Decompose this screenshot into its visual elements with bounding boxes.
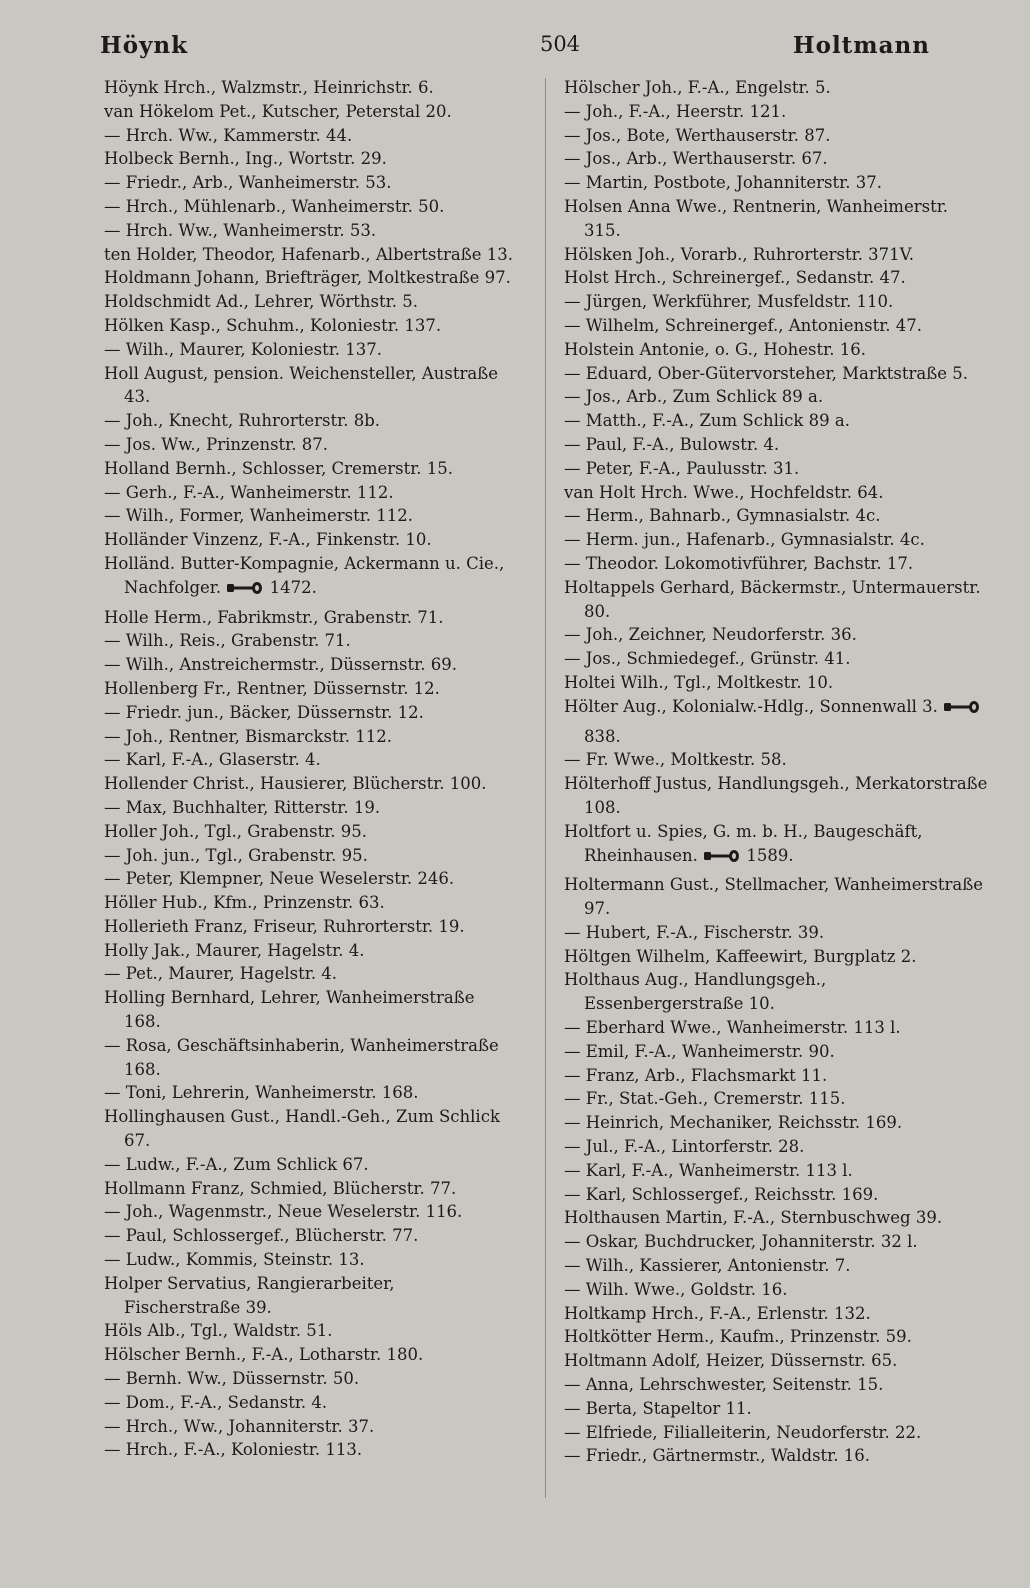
- directory-entry: Hölterhoff Justus, Handlungsgeh., Merkatorstraße 108.: [564, 774, 988, 817]
- directory-entry: — Wilhelm, Schreinergef., Antonienstr. 47.: [564, 315, 923, 335]
- directory-entry: Hölsken Joh., Vorarb., Ruhrorterstr. 371V.: [564, 244, 914, 264]
- directory-entry: — Fr. Wwe., Moltkestr. 58.: [564, 750, 787, 770]
- directory-entry: — Wilh., Reis., Grabenstr. 71.: [104, 631, 351, 651]
- directory-entry: — Heinrich, Mechaniker, Reichsstr. 169.: [564, 1113, 903, 1133]
- directory-entry: — Hrch., Mühlenarb., Wanheimerstr. 50.: [104, 196, 445, 216]
- directory-entry: — Karl, F.-A., Glaserstr. 4.: [104, 750, 321, 770]
- telephone-icon: [703, 849, 741, 863]
- directory-entry: — Herm., Bahnarb., Gymnasialstr. 4c.: [564, 506, 881, 526]
- directory-entry: Holländ. Butter-Kompagnie, Ackermann u. Cie., Nachfolger. 1472.: [104, 553, 505, 597]
- directory-entry: — Martin, Postbote, Johanniterstr. 37.: [564, 173, 882, 193]
- directory-entry: — Peter, F.-A., Paulusstr. 31.: [564, 458, 800, 478]
- directory-entry: — Eduard, Ober-Gütervorsteher, Marktstraße 5.: [564, 363, 968, 383]
- directory-entry: Holl August, pension. Weichensteller, Austraße 43.: [104, 363, 499, 407]
- directory-entry: van Holt Hrch. Wwe., Hochfeldstr. 64.: [564, 482, 884, 502]
- page-number: 504: [539, 32, 581, 56]
- directory-entry: Holstein Antonie, o. G., Hohestr. 16.: [564, 339, 866, 359]
- directory-entry: Holländer Vinzenz, F.-A., Finkenstr. 10.: [104, 530, 432, 550]
- directory-entry: — Ludw., Kommis, Steinstr. 13.: [104, 1250, 365, 1270]
- directory-entry: Holthaus Aug., Handlungsgeh., Essenbergerstraße 10.: [564, 970, 827, 1014]
- directory-entry: — Rosa, Geschäftsinhaberin, Wanheimerstraße 168.: [104, 1035, 499, 1079]
- directory-entry: ten Holder, Theodor, Hafenarb., Albertstraße 13.: [104, 244, 514, 264]
- directory-entry: — Herm. jun., Hafenarb., Gymnasialstr. 4c.: [564, 530, 925, 550]
- directory-entry: — Wilh., Maurer, Koloniestr. 137.: [104, 339, 383, 359]
- directory-entry: — Bernh. Ww., Düssernstr. 50.: [104, 1369, 360, 1389]
- directory-entry: — Hrch., F.-A., Koloniestr. 113.: [104, 1440, 363, 1460]
- directory-entry: Hollinghausen Gust., Handl.-Geh., Zum Schlick 67.: [104, 1107, 500, 1151]
- header-left-name: Höynk: [100, 32, 189, 59]
- directory-entry: — Hrch. Ww., Wanheimerstr. 53.: [104, 220, 377, 240]
- directory-entry: — Karl, Schlossergef., Reichsstr. 169.: [564, 1184, 879, 1204]
- directory-entry: — Friedr., Arb., Wanheimerstr. 53.: [104, 173, 392, 193]
- telephone-icon: [943, 700, 981, 714]
- directory-entry: van Hökelom Pet., Kutscher, Peterstal 20.: [104, 101, 452, 121]
- directory-entry: Holtappels Gerhard, Bäckermstr., Untermauerstr. 80.: [564, 577, 981, 621]
- page-header: [100, 28, 930, 64]
- directory-entry: — Theodor. Lokomotivführer, Bachstr. 17.: [564, 553, 914, 573]
- directory-entry: — Paul, F.-A., Bulowstr. 4.: [564, 434, 780, 454]
- directory-entry: Holper Servatius, Rangierarbeiter, Fischerstraße 39.: [104, 1273, 395, 1317]
- directory-entry: — Eberhard Wwe., Wanheimerstr. 113 l.: [564, 1018, 901, 1038]
- directory-entry: — Joh., Knecht, Ruhrorterstr. 8b.: [104, 411, 380, 431]
- directory-entry: — Berta, Stapeltor 11.: [564, 1398, 752, 1418]
- directory-entry: — Elfriede, Filialleiterin, Neudorferstr. 22.: [564, 1422, 922, 1442]
- directory-entry: Holsen Anna Wwe., Rentnerin, Wanheimerstr. 315.: [564, 196, 949, 240]
- directory-entry: Hölscher Joh., F.-A., Engelstr. 5.: [564, 78, 831, 97]
- directory-entry: — Peter, Klempner, Neue Weselerstr. 246.: [104, 869, 455, 889]
- right-column: [564, 76, 989, 1468]
- directory-entry: — Wilh., Kassierer, Antonienstr. 7.: [564, 1256, 851, 1276]
- left-column: [104, 76, 514, 1462]
- directory-entry: Holle Herm., Fabrikmstr., Grabenstr. 71.: [104, 607, 444, 627]
- directory-entry: Hollerieth Franz, Friseur, Ruhrorterstr. 19.: [104, 916, 465, 936]
- directory-entry: — Fr., Stat.-Geh., Cremerstr. 115.: [564, 1089, 846, 1109]
- directory-entry: Höynk Hrch., Walzmstr., Heinrichstr. 6.: [104, 78, 434, 97]
- directory-entry: — Matth., F.-A., Zum Schlick 89 a.: [564, 411, 850, 431]
- directory-entry: Holthausen Martin, F.-A., Sternbuschweg 39.: [564, 1208, 943, 1228]
- directory-entry: Holtkötter Herm., Kaufm., Prinzenstr. 59.: [564, 1327, 912, 1347]
- directory-entry: — Joh., F.-A., Heerstr. 121.: [564, 101, 787, 121]
- directory-entry: — Gerh., F.-A., Wanheimerstr. 112.: [104, 482, 394, 502]
- directory-entry: — Hrch. Ww., Kammerstr. 44.: [104, 125, 353, 145]
- telephone-icon: [226, 581, 264, 595]
- directory-entry: — Wilh., Former, Wanheimerstr. 112.: [104, 506, 414, 526]
- directory-entry: Holling Bernhard, Lehrer, Wanheimerstraße 168.: [104, 988, 475, 1032]
- directory-entry: — Franz, Arb., Flachsmarkt 11.: [564, 1065, 828, 1085]
- directory-entry: Holbeck Bernh., Ing., Wortstr. 29.: [104, 149, 387, 169]
- directory-entry: — Dom., F.-A., Sedanstr. 4.: [104, 1392, 328, 1412]
- directory-entry: Hölter Aug., Kolonialw.-Hdlg., Sonnenwall 3. 838.: [564, 695, 989, 749]
- directory-entry: Holdschmidt Ad., Lehrer, Wörthstr. 5.: [104, 292, 418, 312]
- directory-entry: — Wilh. Wwe., Goldstr. 16.: [564, 1279, 788, 1299]
- directory-entry: Holdmann Johann, Briefträger, Moltkestraße 97.: [104, 268, 511, 288]
- directory-entry: — Jos. Ww., Prinzenstr. 87.: [104, 434, 328, 454]
- directory-entry: — Hubert, F.-A., Fischerstr. 39.: [564, 922, 825, 942]
- directory-entry: — Joh., Zeichner, Neudorferstr. 36.: [564, 625, 857, 645]
- directory-entry: Holly Jak., Maurer, Hagelstr. 4.: [104, 940, 365, 960]
- directory-entry: — Jos., Arb., Werthauserstr. 67.: [564, 149, 828, 169]
- directory-entry: — Jos., Arb., Zum Schlick 89 a.: [564, 387, 824, 407]
- directory-entry: — Karl, F.-A., Wanheimerstr. 113 l.: [564, 1160, 853, 1180]
- directory-entry: — Joh., Rentner, Bismarckstr. 112.: [104, 726, 392, 746]
- directory-entry: — Toni, Lehrerin, Wanheimerstr. 168.: [104, 1083, 419, 1103]
- directory-entry: Höller Hub., Kfm., Prinzenstr. 63.: [104, 893, 385, 913]
- directory-entry: — Anna, Lehrschwester, Seitenstr. 15.: [564, 1375, 884, 1395]
- directory-entry: — Hrch., Ww., Johanniterstr. 37.: [104, 1416, 375, 1436]
- directory-entry: — Joh., Wagenmstr., Neue Weselerstr. 116.: [104, 1202, 463, 1222]
- directory-entry: — Jos., Bote, Werthauserstr. 87.: [564, 125, 831, 145]
- directory-entry: — Oskar, Buchdrucker, Johanniterstr. 32 l.: [564, 1232, 918, 1252]
- directory-entry: — Friedr. jun., Bäcker, Düssernstr. 12.: [104, 702, 424, 722]
- directory-entry: Hollmann Franz, Schmied, Blücherstr. 77.: [104, 1178, 457, 1198]
- directory-entry: Holtfort u. Spies, G. m. b. H., Baugeschäft, Rheinhausen. 1589.: [564, 821, 923, 865]
- directory-entry: Höltgen Wilhelm, Kaffeewirt, Burgplatz 2.: [564, 946, 917, 966]
- directory-entry: Hölscher Bernh., F.-A., Lotharstr. 180.: [104, 1345, 424, 1365]
- header-right-name: Holtmann: [792, 32, 930, 59]
- directory-entry: — Jul., F.-A., Lintorferstr. 28.: [564, 1137, 805, 1157]
- directory-entry: Holtermann Gust., Stellmacher, Wanheimerstraße 97.: [564, 875, 984, 919]
- directory-entry: Holtmann Adolf, Heizer, Düssernstr. 65.: [564, 1351, 898, 1371]
- directory-entry: Hollenberg Fr., Rentner, Düssernstr. 12.: [104, 678, 440, 698]
- directory-entry: — Pet., Maurer, Hagelstr. 4.: [104, 964, 338, 984]
- directory-entry: — Joh. jun., Tgl., Grabenstr. 95.: [104, 845, 368, 865]
- directory-entry: Holler Joh., Tgl., Grabenstr. 95.: [104, 821, 368, 841]
- directory-entry: — Max, Buchhalter, Ritterstr. 19.: [104, 797, 381, 817]
- directory-entry: Holst Hrch., Schreinergef., Sedanstr. 47.: [564, 268, 906, 288]
- directory-entry: Höls Alb., Tgl., Waldstr. 51.: [104, 1321, 333, 1341]
- column-divider: [545, 78, 546, 1498]
- directory-entry: Hollender Christ., Hausierer, Blücherstr. 100.: [104, 774, 487, 794]
- directory-entry: Holland Bernh., Schlosser, Cremerstr. 15.: [104, 458, 454, 478]
- directory-entry: — Jürgen, Werkführer, Musfeldstr. 110.: [564, 292, 894, 312]
- directory-entry: — Ludw., F.-A., Zum Schlick 67.: [104, 1154, 369, 1174]
- directory-entry: — Paul, Schlossergef., Blücherstr. 77.: [104, 1226, 419, 1246]
- directory-entry: Hölken Kasp., Schuhm., Koloniestr. 137.: [104, 315, 442, 335]
- directory-entry: — Friedr., Gärtnermstr., Waldstr. 16.: [564, 1446, 870, 1466]
- directory-entry: — Wilh., Anstreichermstr., Düssernstr. 69.: [104, 655, 457, 675]
- directory-entry: — Jos., Schmiedegef., Grünstr. 41.: [564, 649, 851, 669]
- directory-entry: Holtei Wilh., Tgl., Moltkestr. 10.: [564, 672, 834, 692]
- directory-entry: Holtkamp Hrch., F.-A., Erlenstr. 132.: [564, 1303, 871, 1323]
- directory-entry: — Emil, F.-A., Wanheimerstr. 90.: [564, 1041, 835, 1061]
